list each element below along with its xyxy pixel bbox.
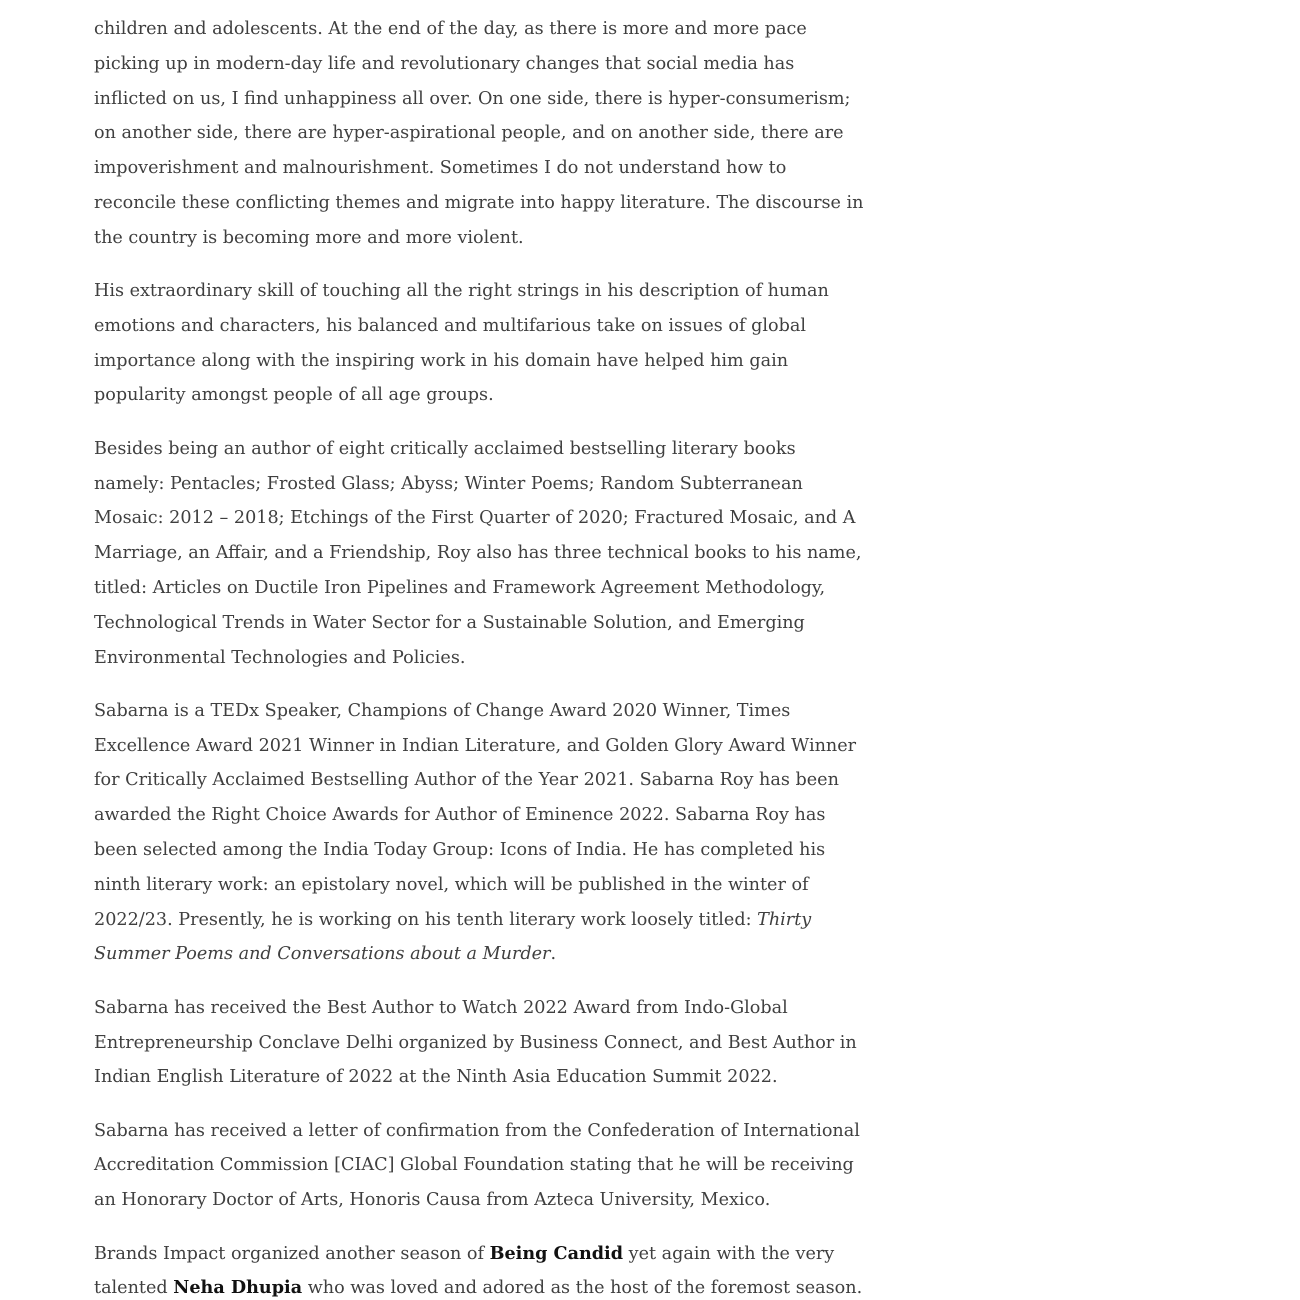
being-candid-text-1: Brands Impact organized another season of (94, 1243, 490, 1264)
paragraph-author-quote: children and adolescents. At the end of the day, as there is more and more pace picking up in modern-day life and revolutionary changes that social media has inflicted on us, I find unhappiness all over. On one side, there is hyper-consumerism; on another side, there are hyper-aspirational people, and on another side, there are impoverishment and malnourishment. Sometimes I do not understand how to reconcile these conflicting themes and migrate into happy literature. The discourse in the country is becoming more and more violent. (94, 19, 864, 248)
show-name-being-candid: Being Candid (489, 1242, 624, 1264)
tenth-work-title: Thirty Summer Poems and Conversations about a Murder (94, 909, 812, 965)
being-candid-text-2: yet again with the very talented (94, 1243, 835, 1299)
paragraph-author-skill: His extraordinary skill of touching all the right strings in his description of human emotions and characters, his balanced and multifarious take on issues of global importance along with the inspiring work in his domain have helped him gain popularity amongst people of all age groups. (94, 281, 829, 406)
paragraph-awards (94, 694, 864, 972)
being-candid-text-3: who was loved and adored as the host of the foremost season. (302, 1278, 863, 1299)
paragraph-best-author: Sabarna has received the Best Author to Watch 2022 Award from Indo-Global Entrepreneurship Conclave Delhi organized by Business Connect, and Best Author in Indian English Literature of 2022 at the Ninth Asia Education Summit 2022. (94, 997, 857, 1088)
awards-text: Sabarna is a TEDx Speaker, Champions of Change Award 2020 Winner, Times Excellence Award 2021 Winner in Indian Literature, and Golden Glory Award Winner for Critically Acclaimed Bestselling Author of the Year 2021. Sabarna Roy has been awarded the Right Choice Awards for Author of Eminence 2022. Sabarna Roy has been selected among the India Today Group: Icons of India. He has completed his ninth literary work: an epistolary novel, which will be published in the winter of 2022/23. Presently, he is working on his tenth literary work loosely titled: (94, 700, 857, 930)
host-name-neha-dhupia: Neha Dhupia (173, 1277, 303, 1299)
awards-text-end: . (550, 944, 557, 965)
article-body (94, 12, 864, 1300)
paragraph-books-list: Besides being an author of eight critically acclaimed bestselling literary books namely: Pentacles; Frosted Glass; Abyss; Winter Poems; Random Subterranean Mosaic: 2012 – 2018; Etchings of the First Quarter of 2020; Fractured Mosaic, and A Marriage, an Affair, and a Friendship, Roy also has three technical books to his name, titled: Articles on Ductile Iron Pipelines and Framework Agreement Methodology, Technological Trends in Water Sector for a Sustainable Solution, and Emerging Environmental Technologies and Policies. (94, 438, 862, 668)
paragraph-honorary-doctorate: Sabarna has received a letter of confirmation from the Confederation of International Accreditation Commission [CIAC] Global Foundation stating that he will be receiving an Honorary Doctor of Arts, Honoris Causa from Azteca University, Mexico. (94, 1120, 860, 1211)
paragraph-being-candid (94, 1237, 864, 1300)
